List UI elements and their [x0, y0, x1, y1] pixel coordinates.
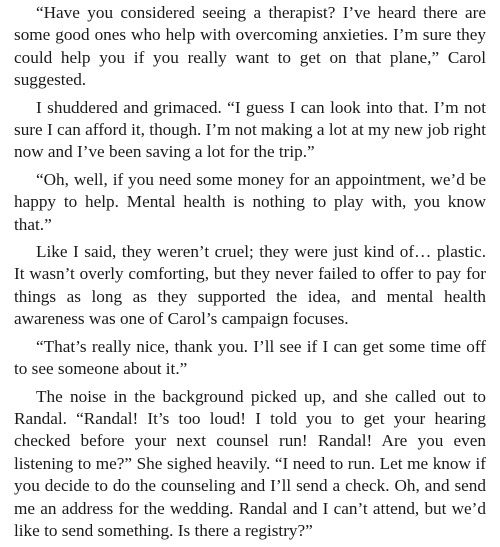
- document-page: [14, 2, 486, 547]
- paragraph: The noise in the background picked up, and she called out to Randal. “Randal! It’s too loud! I told you to get your hearing checked before your next counsel run! Randal! Are you even listening to me?” She sighed heavily. “I need to run. Let me know if you decide to do the counseling and I’ll send a check. Oh, and send me an address for the wedding. Randal and I can’t attend, but we’d like to send something. Is there a registry?”: [14, 386, 486, 540]
- paragraph: “Oh, well, if you need some money for an appointment, we’d be happy to help. Mental health is nothing to play with, you know that.”: [14, 169, 486, 234]
- paragraph: “Have you considered seeing a therapist? I’ve heard there are some good ones who help with overcoming anxieties. I’m sure they could help you if you really want to get on that plane,” Carol suggested.: [14, 3, 486, 90]
- paragraph: “That’s really nice, thank you. I’ll see if I can get some time off to see someone about it.”: [14, 336, 486, 379]
- paragraph: I shuddered and grimaced. “I guess I can look into that. I’m not sure I can afford it, though. I’m not making a lot at my new job right now and I’ve been saving a lot for the trip.”: [14, 97, 486, 162]
- paragraph: Like I said, they weren’t cruel; they were just kind of… plastic. It wasn’t overly comforting, but they never failed to offer to pay for things as long as they supported the idea, and mental health awareness was one of Carol’s campaign focuses.: [14, 242, 486, 329]
